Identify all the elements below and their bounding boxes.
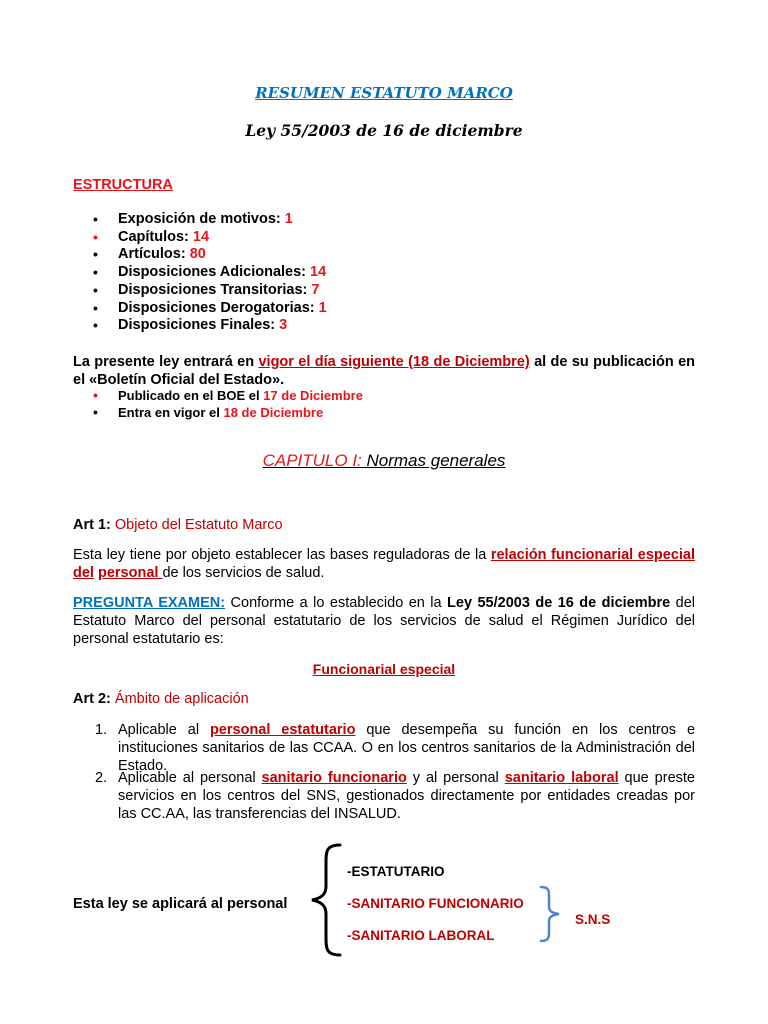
art1-paragraph: Esta ley tiene por objeto establecer las bases reguladoras de la relación funcionarial especial del personal de los servicios de salud. bbox=[73, 547, 696, 581]
art2-heading: Art 2: Ámbito de aplicación bbox=[73, 691, 249, 707]
category-sanitario-funcionario: -SANITARIO FUNCIONARIO bbox=[347, 896, 524, 911]
exam-label: PREGUNTA EXAMEN: bbox=[73, 595, 226, 611]
exam-question: PREGUNTA EXAMEN: Conforme a lo establecido en la Ley 55/2003 de 16 de diciembre del Estatuto Marco del personal estatutario de los servicios de salud el Régimen Jurídico del personal estatutario es: bbox=[73, 595, 695, 647]
sns-label: S.N.S bbox=[575, 912, 611, 927]
document-title: RESUMEN ESTATUTO MARCO bbox=[255, 84, 513, 102]
list-item: 1. Aplicable al personal estatutario que desempeña su función en los centros e instituciones sanitarios de las CCAA. O en los centros sanitarios de la Administración del Estado. bbox=[95, 722, 696, 774]
list-item: • Exposición de motivos: 1 bbox=[93, 211, 293, 227]
category-sanitario-laboral: -SANITARIO LABORAL bbox=[347, 928, 495, 943]
list-item: 2. Aplicable al personal sanitario funcionario y al personal sanitario laboral que preste servicios en los centros del SNS, gestionados directamente por entidades creadas por las CC.AA, las transferencias del INSALUD. bbox=[95, 770, 695, 822]
art2-list bbox=[0, 721, 768, 775]
bullet-icon: • bbox=[93, 246, 98, 263]
bullet-icon: • bbox=[93, 387, 98, 403]
art2-list bbox=[0, 769, 768, 823]
vigor-list bbox=[0, 387, 363, 421]
bullet-icon: • bbox=[93, 264, 98, 281]
vigor-paragraph: La presente ley entrará en vigor el día siguiente (18 de Diciembre) al de su publicación en el «Boletín Oficial del Estado». bbox=[73, 354, 695, 388]
bullet-icon: • bbox=[93, 317, 98, 334]
chapter-heading: CAPITULO I: Normas generales bbox=[262, 451, 506, 470]
left-brace-icon bbox=[308, 842, 344, 958]
right-brace-icon bbox=[538, 884, 562, 944]
list-item: • Capítulos: 14 bbox=[93, 228, 210, 245]
exam-answer: Funcionarial especial bbox=[312, 661, 456, 677]
bullet-icon: • bbox=[93, 228, 98, 245]
list-item: • Artículos: 80 bbox=[93, 246, 206, 263]
list-item: • Disposiciones Derogatorias: 1 bbox=[93, 299, 327, 316]
list-item: • Disposiciones Transitorias: 7 bbox=[93, 281, 320, 298]
document-subtitle: Ley 55/2003 de 16 de diciembre bbox=[245, 121, 523, 140]
vigor-highlight: vigor el día siguiente (18 de Diciembre) bbox=[258, 354, 530, 370]
bullet-icon: • bbox=[93, 211, 98, 227]
bullet-icon: • bbox=[93, 299, 98, 316]
list-item: • Disposiciones Finales: 3 bbox=[93, 317, 288, 334]
bullet-icon: • bbox=[93, 404, 98, 420]
list-item: • Entra en vigor el 18 de Diciembre bbox=[93, 404, 324, 420]
category-estatutario: -ESTATUTARIO bbox=[347, 864, 445, 879]
art1-heading: Art 1: Objeto del Estatuto Marco bbox=[73, 517, 283, 533]
bullet-icon: • bbox=[93, 281, 98, 298]
list-item: • Disposiciones Adicionales: 14 bbox=[93, 264, 327, 281]
estructura-heading: ESTRUCTURA bbox=[73, 177, 173, 193]
list-item: • Publicado en el BOE el 17 de Diciembre bbox=[93, 387, 363, 403]
estructura-list bbox=[0, 211, 327, 335]
aplicacion-label: Esta ley se aplicará al personal bbox=[73, 896, 288, 912]
